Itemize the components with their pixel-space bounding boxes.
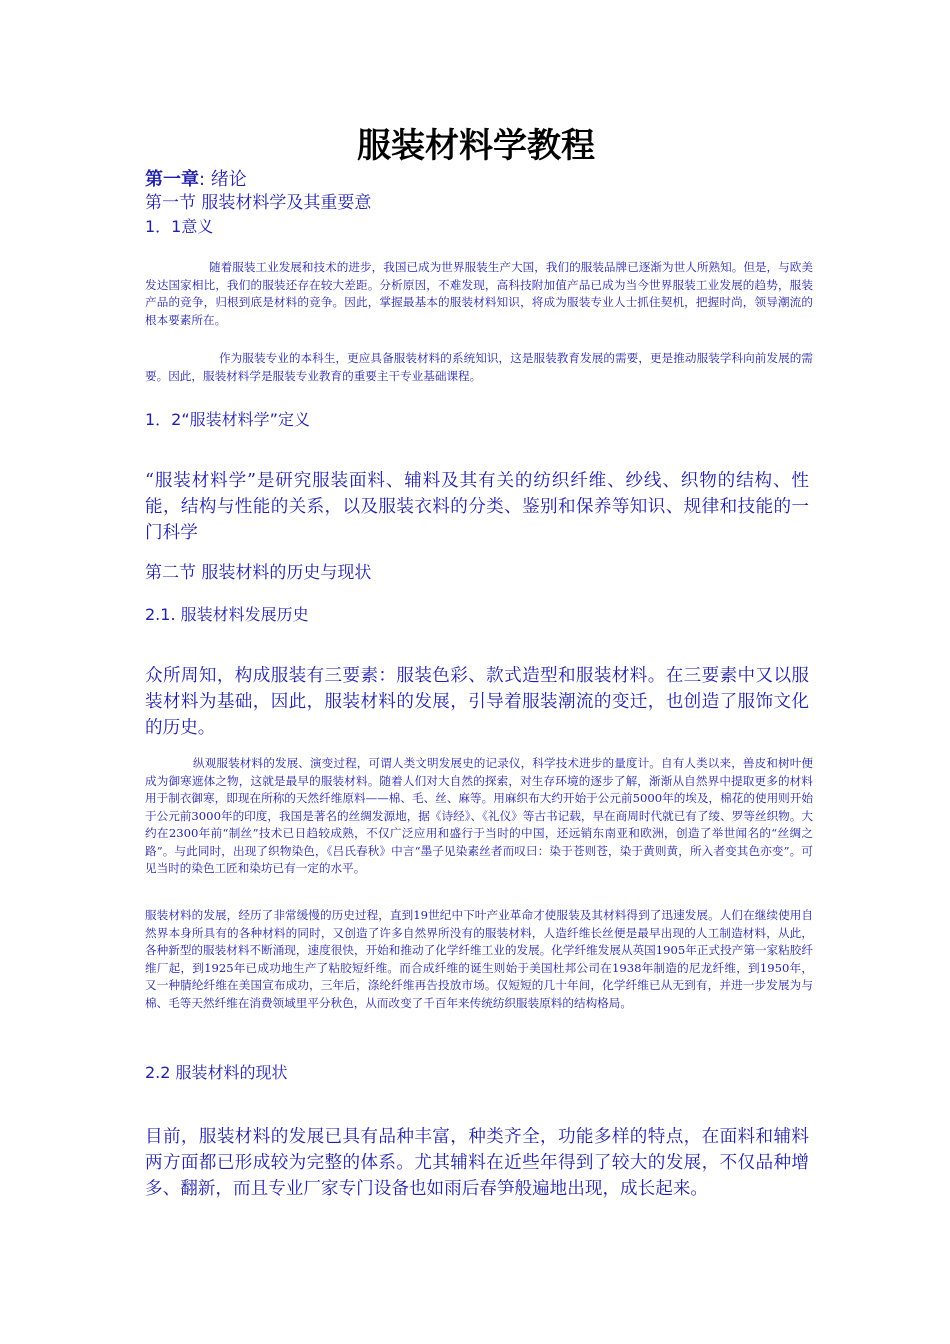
subsection-2-2-heading: 2.2 服装材料的现状 — [145, 1063, 288, 1082]
paragraph-1-1-a: 随着服装工业发展和技术的进步，我国已成为世界服装生产大国，我们的服装品牌已逐渐为世人所熟知。但是，与欧美发达国家相比，我们的服装还存在较大差距。分析原因，不难发现，高科技附加值产品已成为当今世界服装工业发展的趋势，服装产品的竞争，归根到底是材料的竞争。因此，掌握最基本的服装材料知识，将成为服装专业人士抓住契机，把握时尚，领导潮流的根本要素所在。 — [145, 260, 813, 327]
subsection-1-1-heading: 1．1意义 — [145, 217, 214, 236]
paragraph-2-1-a: 众所周知，构成服装有三要素：服装色彩、款式造型和服装材料。在三要素中又以服装材料为基础，因此，服装材料的发展，引导着服装潮流的变迁，也创造了服饰文化的历史。 — [145, 666, 809, 738]
section-2-heading: 第二节 服装材料的历史与现状 — [145, 563, 372, 583]
chapter-heading — [145, 168, 247, 192]
subsection-2-1-heading: 2.1. 服装材料发展历史 — [145, 605, 309, 624]
paragraph-2-1-b: 纵观服装材料的发展、演变过程，可谓人类文明发展史的记录仪，科学技术进步的量度计。自有人类以来，兽皮和树叶便成为御寒遮体之物，这就是最早的服装材料。随着人们对大自然的探索，对生存环境的逐步了解，渐渐从自然界中提取更多的材料用于制衣御寒，即现在所称的天然纤维原料——棉、毛、丝、麻等。用麻织布大约开始于公元前5000年的埃及，棉花的使用则开始于公元前3000年的印度，我国是著名的丝绸发源地，据《诗经》、《礼仪》等古书记载，早在商周时代就已有了绫、罗等丝织物。大约在2300年前“制丝”技术已日趋较成熟，不仅广泛应用和盛行于当时的中国，还远销东南亚和欧洲，创造了举世闻名的“丝绸之路”。与此同时，出现了织物染色，《吕氏春秋》中言“墨子见染素丝者而叹曰：染于苍则苍，染于黄则黄，所入者变其色亦变”。可见当时的染色工匠和染坊已有一定的水平。 — [145, 756, 813, 875]
document-title: 服装材料学教程 — [357, 126, 595, 166]
paragraph-1-1-b: 作为服装专业的本科生，更应具备服装材料的系统知识，这是服装教育发展的需要，更是推动服装学科向前发展的需要。因此，服装材料学是服装专业教育的重要主干专业基础课程。 — [145, 351, 813, 383]
subsection-1-2-heading: 1．2“服装材料学”定义 — [145, 410, 310, 429]
section-1-heading: 第一节 服装材料学及其重要意 — [145, 193, 372, 213]
paragraph-2-1-c: 服装材料的发展，经历了非常缓慢的历史过程，直到19世纪中下叶产业革命才使服装及其材料得到了迅速发展。人们在继续使用自然界本身所具有的各种材料的同时，又创造了许多自然界所没有的服装材料，人造纤维长丝便是最早出现的人工制造材料，从此，各种新型的服装材料不断涌现，速度很快，开始和推动了化学纤维工业的发展。化学纤维发展从英国1905年正式投产第一家粘胶纤维厂起，到1925年已成功地生产了粘胶短纤维。而合成纤维的诞生则始于美国杜邦公司在1938年制造的尼龙纤维，到1950年，又一种腈纶纤维在美国宣布成功，三年后，涤纶纤维再告投放市场。仅短短的几十年间，化学纤维已从无到有，并进一步发展为与棉、毛等天然纤维在消费领域里平分秋色，从而改变了千百年来传统纺织服装原料的结构格局。 — [145, 908, 813, 1010]
paragraph-1-2-a: “服装材料学”是研究服装面料、辅料及其有关的纺织纤维、纱线、织物的结构、性能，结构与性能的关系，以及服装衣料的分类、鉴别和保养等知识、规律和技能的一门科学 — [145, 471, 809, 543]
chapter-separator: : — [199, 169, 206, 190]
chapter-title: 绪论 — [205, 169, 247, 190]
paragraph-2-2-a: 目前，服装材料的发展已具有品种丰富，种类齐全，功能多样的特点，在面料和辅料两方面都已形成较为完整的体系。尤其辅料在近些年得到了较大的发展，不仅品种增多、翻新，而且专业厂家专门设备也如雨后春笋般遍地出现，成长起来。 — [145, 1127, 809, 1199]
chapter-number: 第一章 — [145, 169, 199, 190]
